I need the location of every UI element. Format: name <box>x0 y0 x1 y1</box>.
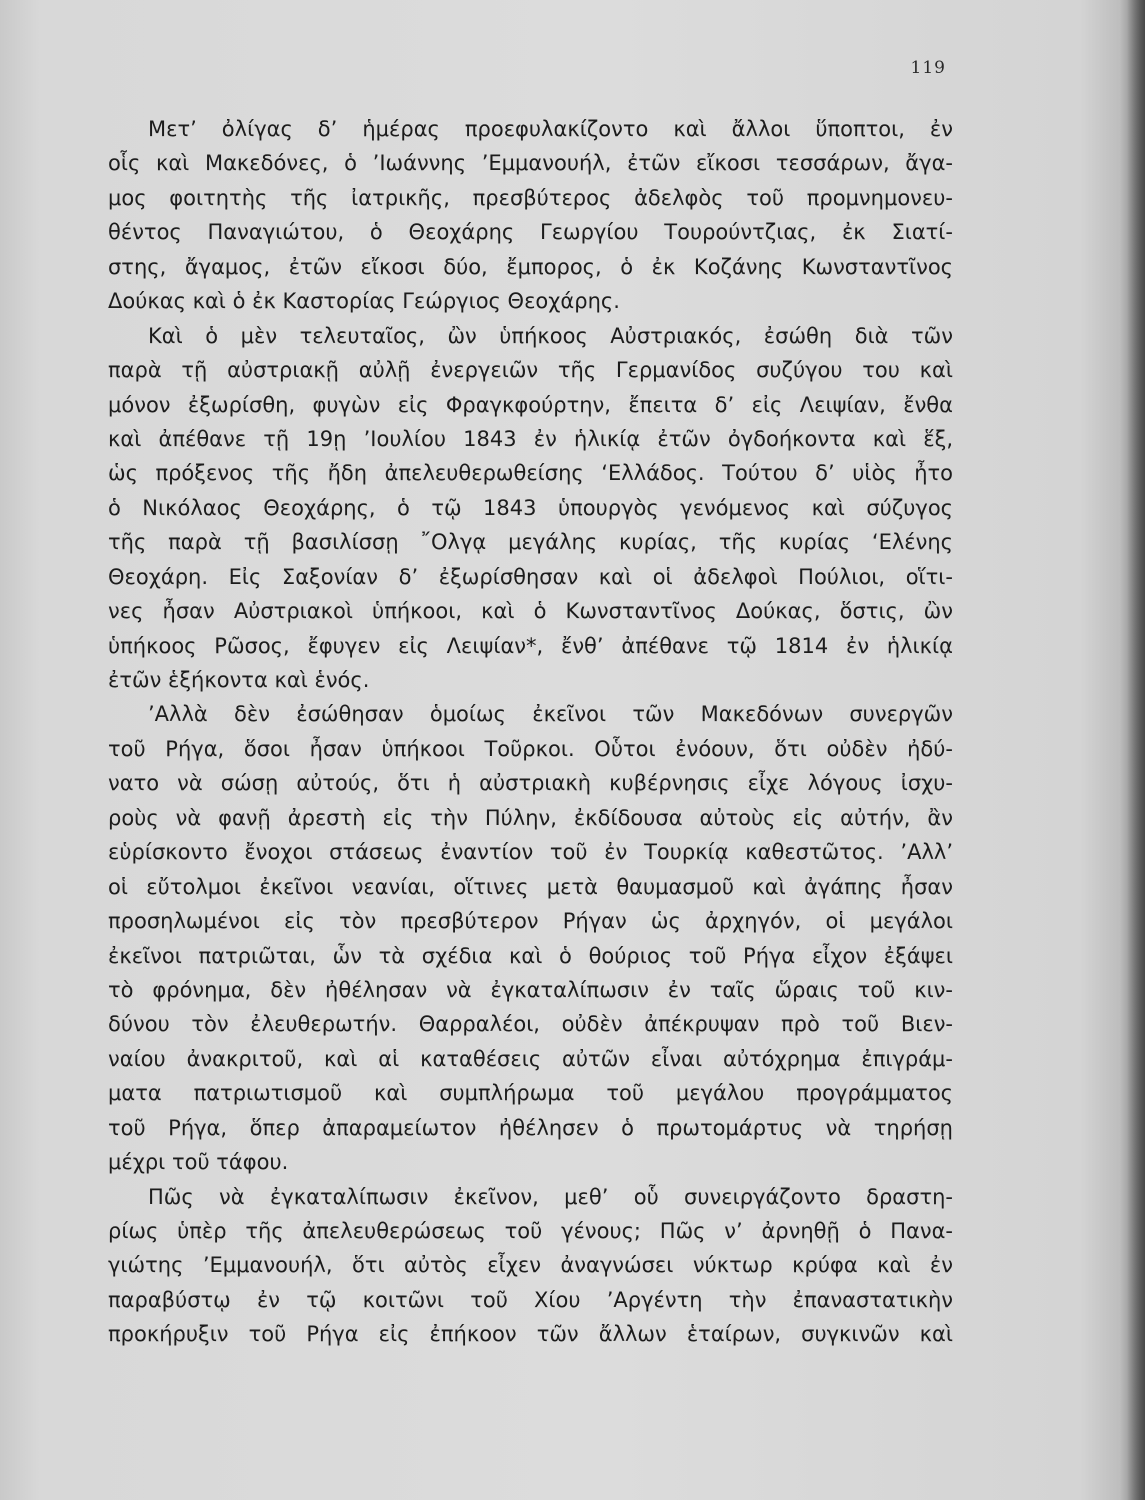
text-line: μέχρι τοῦ τάφου. <box>108 1150 289 1175</box>
text-line: ’Αλλὰ δὲν ἐσώθησαν ὁμοίως ἐκεῖνοι τῶν Μακεδόνων συνεργῶν <box>148 702 953 727</box>
text-line: μόνον ἐξωρίσθη, φυγὼν εἰς Φραγκφούρτην, ἔπειτα δ’ εἰς Λειψίαν, ἔνθα <box>108 392 953 417</box>
text-line: νατο νὰ σώσῃ αὐτούς, ὅτι ἡ αὐστριακὴ κυβέρνησις εἶχε λόγους ἰσχυ- <box>108 771 953 796</box>
text-line: τὸ φρόνημα, δὲν ἠθέλησαν νὰ ἐγκαταλίπωσιν ἐν ταῖς ὥραις τοῦ κιν- <box>108 977 953 1002</box>
text-line: δύνου τὸν ἐλευθερωτήν. Θαρραλέοι, οὐδὲν ἀπέκρυψαν πρὸ τοῦ Βιεν- <box>108 1012 953 1037</box>
body-text <box>108 112 953 1352</box>
text-line: θέντος Παναγιώτου, ὁ Θεοχάρης Γεωργίου Τουρούντζιας, ἐκ Σιατί- <box>108 220 953 245</box>
text-line: οἱ εὔτολμοι ἐκεῖνοι νεανίαι, οἵτινες μετὰ θαυμασμοῦ καὶ ἀγάπης ἦσαν <box>108 874 953 899</box>
text-line: ὑπήκοος Ρῶσος, ἔφυγεν εἰς Λειψίαν*, ἔνθ’ ἀπέθανε τῷ 1814 ἐν ἡλικίᾳ <box>108 633 953 658</box>
text-line: προκήρυξιν τοῦ Ρήγα εἰς ἐπήκοον τῶν ἄλλων ἑταίρων, συγκινῶν καὶ <box>108 1322 953 1347</box>
text-line: τοῦ Ρήγα, ὅπερ ἀπαραμείωτον ἠθέλησεν ὁ πρωτομάρτυς νὰ τηρήσῃ <box>108 1115 953 1140</box>
text-line: οἷς καὶ Μακεδόνες, ὁ ’Ιωάννης ’Εμμανουήλ, ἐτῶν εἴκοσι τεσσάρων, ἄγα- <box>108 151 953 176</box>
text-line: ἐτῶν ἑξήκοντα καὶ ἑνός. <box>108 668 370 692</box>
text-line: ναίου ἀνακριτοῦ, καὶ αἱ καταθέσεις αὐτῶν εἶναι αὐτόχρημα ἐπιγράμ- <box>108 1046 953 1071</box>
text-line: παρὰ τῇ αὐστριακῇ αὐλῇ ἐνεργειῶν τῆς Γερμανίδος συζύγου του καὶ <box>108 358 953 383</box>
page-edge-shadow <box>1127 0 1145 1500</box>
text-line: καὶ ἀπέθανε τῇ 19ῃ ’Ιουλίου 1843 ἐν ἡλικίᾳ ἐτῶν ὀγδοήκοντα καὶ ἕξ, <box>108 426 953 451</box>
text-line: προσηλωμένοι εἰς τὸν πρεσβύτερον Ρήγαν ὡς ἀρχηγόν, οἱ μεγάλοι <box>108 909 953 934</box>
page-number: 119 <box>910 58 946 78</box>
text-line: τοῦ Ρήγα, ὅσοι ἦσαν ὑπήκοοι Τοῦρκοι. Οὗτοι ἐνόουν, ὅτι οὐδὲν ἠδύ- <box>108 736 953 761</box>
text-line: ρίως ὑπὲρ τῆς ἀπελευθερώσεως τοῦ γένους; Πῶς ν’ ἀρνηθῇ ὁ Πανα- <box>108 1219 953 1243</box>
text-line: Θεοχάρη. Εἰς Σαξονίαν δ’ ἐξωρίσθησαν καὶ οἱ ἀδελφοὶ Πούλιοι, οἵτι- <box>108 564 953 589</box>
text-line: ὁ Νικόλαος Θεοχάρης, ὁ τῷ 1843 ὑπουργὸς γενόμενος καὶ σύζυγος <box>108 495 953 520</box>
text-line: Καὶ ὁ μὲν τελευταῖος, ὢν ὑπήκοος Αὐστριακός, ἐσώθη διὰ τῶν <box>148 323 953 348</box>
text-line: ματα πατριωτισμοῦ καὶ συμπλήρωμα τοῦ μεγάλου προγράμματος <box>108 1081 953 1106</box>
text-line: ροὺς νὰ φανῇ ἀρεστὴ εἰς τὴν Πύλην, ἐκδίδουσα αὐτοὺς εἰς αὐτήν, ἂν <box>108 805 953 830</box>
text-line: Πῶς νὰ ἐγκαταλίπωσιν ἐκεῖνον, μεθ’ οὗ συνειργάζοντο δραστη- <box>148 1184 953 1209</box>
text-line: μος φοιτητὴς τῆς ἰατρικῆς, πρεσβύτερος ἀδελφὸς τοῦ προμνημονευ- <box>108 185 953 210</box>
text-line: γιώτης ’Εμμανουήλ, ὅτι αὐτὸς εἶχεν ἀναγνώσει νύκτωρ κρύφα καὶ ἐν <box>108 1253 953 1278</box>
text-line: Μετ’ ὀλίγας δ’ ἡμέρας προεφυλακίζοντο καὶ ἄλλοι ὕποπτοι, ἐν <box>148 117 953 141</box>
text-line: παραβύστῳ ἐν τῷ κοιτῶνι τοῦ Χίου ’Αργέντη τὴν ἐπαναστατικὴν <box>108 1287 953 1312</box>
text-line: ἐκεῖνοι πατριῶται, ὧν τὰ σχέδια καὶ ὁ θούριος τοῦ Ρήγα εἶχον ἐξάψει <box>108 943 953 968</box>
text-line: ὡς πρόξενος τῆς ἤδη ἀπελευθερωθείσης ‘Ελλάδος. Τούτου δ’ υἱὸς ἦτο <box>108 461 953 486</box>
text-line: εὑρίσκοντο ἔνοχοι στάσεως ἐναντίον τοῦ ἐν Τουρκίᾳ καθεστῶτος. ’Αλλ’ <box>108 840 953 865</box>
text-line: νες ἦσαν Αὐστριακοὶ ὑπήκοοι, καὶ ὁ Κωνσταντῖνος Δούκας, ὅστις, ὢν <box>108 599 953 624</box>
text-line: στης, ἄγαμος, ἐτῶν εἴκοσι δύο, ἔμπορος, ὁ ἐκ Κοζάνης Κωνσταντῖνος <box>108 254 953 279</box>
text-line: τῆς παρὰ τῇ βασιλίσσῃ ῎Ολγᾳ μεγάλης κυρίας, τῆς κυρίας ‘Ελένης <box>108 530 953 555</box>
text-line: Δούκας καὶ ὁ ἐκ Καστορίας Γεώργιος Θεοχάρης. <box>108 289 620 314</box>
